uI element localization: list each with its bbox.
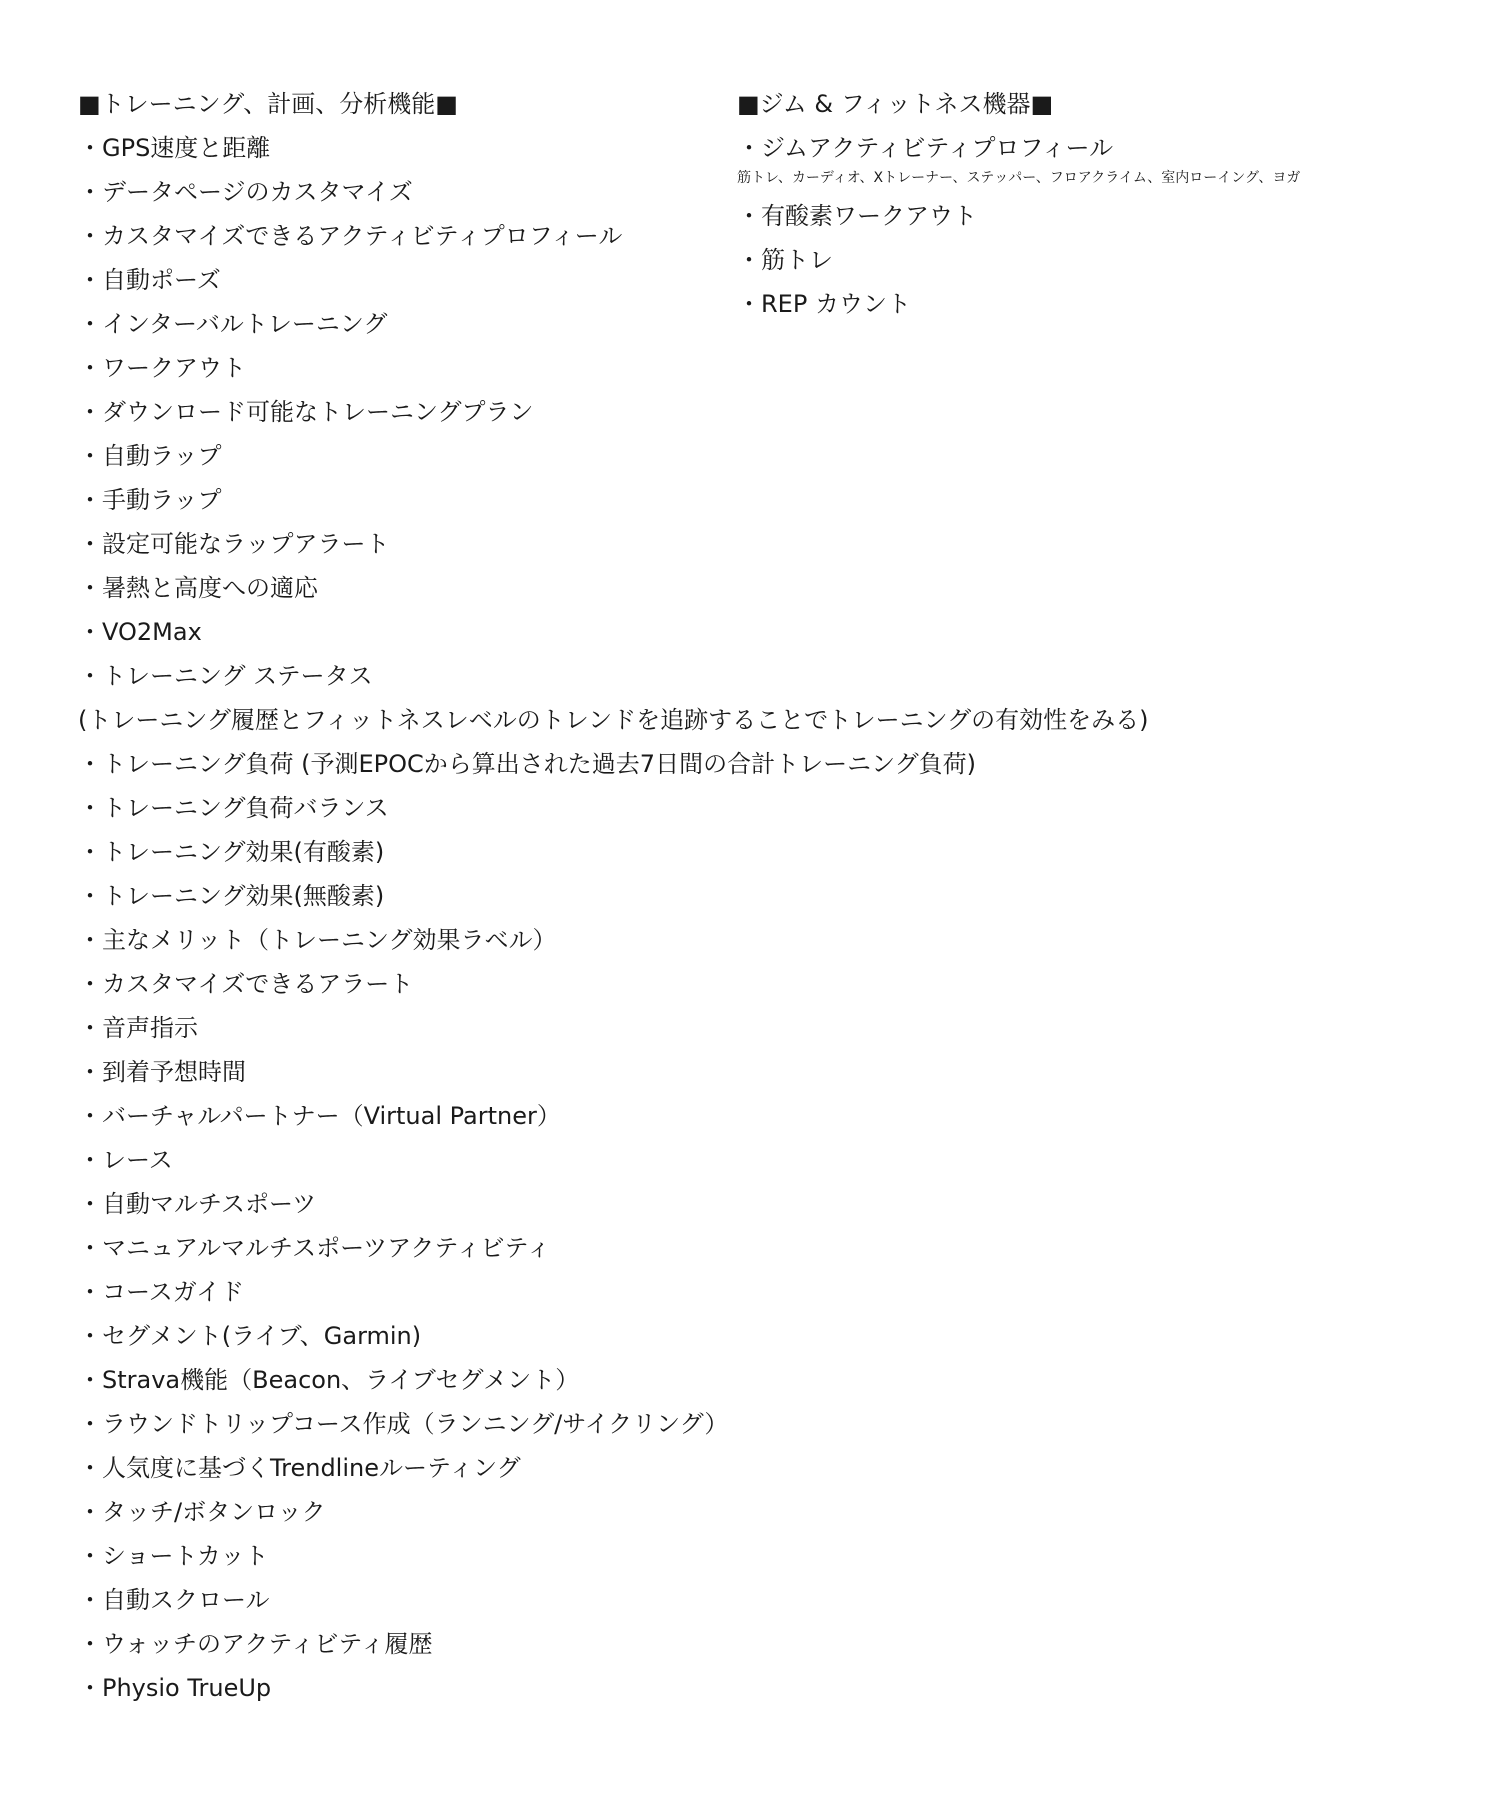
- list-item: ・データページのカスタマイズ: [78, 178, 413, 206]
- gym-fitness-column: [737, 82, 1477, 326]
- list-item: ・トレーニング効果(有酸素): [78, 838, 385, 866]
- list-item: ・手動ラップ: [78, 486, 222, 514]
- list-item: ・バーチャルパートナー（Virtual Partner）: [78, 1102, 561, 1130]
- training-features-heading: ■トレーニング、計画、分析機能■: [78, 90, 458, 118]
- list-item: ・トレーニング負荷 (予測EPOCから算出された過去7日間の合計トレーニング負荷): [78, 750, 976, 778]
- list-item: ・ダウンロード可能なトレーニングプラン: [78, 398, 534, 426]
- list-item: ・コースガイド: [78, 1278, 245, 1306]
- gym-fitness-heading: ■ジム & フィットネス機器■: [737, 90, 1054, 118]
- list-item: ・トレーニング ステータス: [78, 662, 373, 690]
- list-item: ・自動マルチスポーツ: [78, 1190, 317, 1218]
- list-item: ・暑熱と高度への適応: [78, 574, 318, 602]
- training-features-column: [78, 82, 1478, 1710]
- list-item: ・人気度に基づくTrendlineルーティング: [78, 1454, 521, 1482]
- list-item: ・主なメリット（トレーニング効果ラベル）: [78, 926, 557, 954]
- list-item: ・REP カウント: [737, 290, 911, 318]
- list-item: ・設定可能なラップアラート: [78, 530, 390, 558]
- list-item: ・自動ラップ: [78, 442, 222, 470]
- list-item: ・Strava機能（Beacon、ライブセグメント）: [78, 1366, 580, 1394]
- list-item: ・レース: [78, 1146, 173, 1174]
- list-item: ・自動ポーズ: [78, 266, 221, 294]
- list-item: ・カスタマイズできるアラート: [78, 970, 414, 998]
- gym-fitness-list: [737, 194, 1477, 326]
- list-item: ・カスタマイズできるアクティビティプロフィール: [78, 222, 623, 250]
- list-item: ・ウォッチのアクティビティ履歴: [78, 1630, 433, 1658]
- list-item: ・トレーニング効果(無酸素): [78, 882, 385, 910]
- gym-activity-types-note: 筋トレ、カーディオ、Xトレーナー、ステッパー、フロアクライム、室内ローイング、ヨガ: [737, 170, 1301, 186]
- list-item: ・ラウンドトリップコース作成（ランニング/サイクリング）: [78, 1410, 729, 1438]
- list-item: ・筋トレ: [737, 246, 833, 274]
- list-item: ・セグメント(ライブ、Garmin): [78, 1322, 422, 1350]
- gym-activity-profile-item: ・ジムアクティビティプロフィール: [737, 134, 1114, 162]
- list-item: ・タッチ/ボタンロック: [78, 1498, 326, 1526]
- training-features-list: [78, 126, 1478, 1710]
- list-item: ・ショートカット: [78, 1542, 269, 1570]
- list-item: ・到着予想時間: [78, 1058, 246, 1086]
- list-item: ・音声指示: [78, 1014, 198, 1042]
- list-item: ・ワークアウト: [78, 354, 246, 382]
- list-item: ・自動スクロール: [78, 1586, 270, 1614]
- list-item: ・VO2Max: [78, 618, 202, 646]
- list-item: ・Physio TrueUp: [78, 1674, 272, 1702]
- list-item: ・GPS速度と距離: [78, 134, 271, 162]
- list-item: ・マニュアルマルチスポーツアクティビティ: [78, 1234, 551, 1262]
- list-item: (トレーニング履歴とフィットネスレベルのトレンドを追跡することでトレーニングの有効性をみる): [78, 706, 1149, 734]
- list-item: ・トレーニング負荷バランス: [78, 794, 389, 822]
- list-item: ・有酸素ワークアウト: [737, 202, 977, 230]
- list-item: ・インターバルトレーニング: [78, 310, 388, 338]
